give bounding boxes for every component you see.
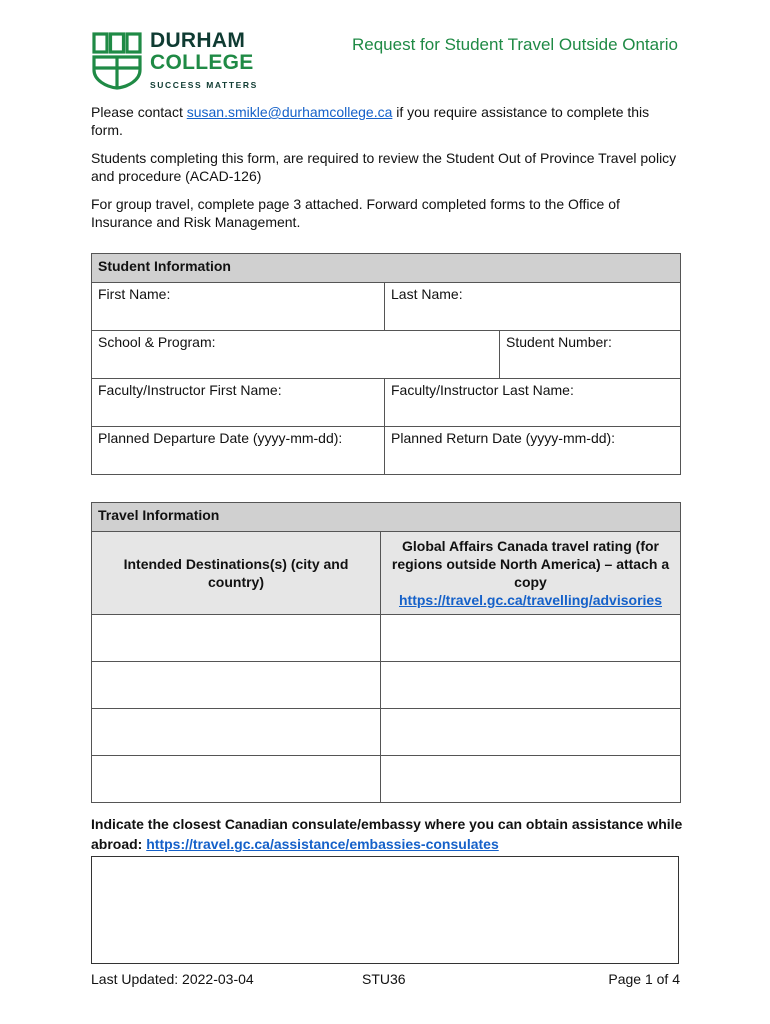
college-crest-icon bbox=[92, 32, 142, 90]
last-updated: Last Updated: 2022-03-04 bbox=[91, 971, 254, 987]
intro-group-travel: For group travel, complete page 3 attached. Forward completed forms to the Office of Insurance and Risk Management. bbox=[91, 196, 620, 230]
logo-wordmark bbox=[150, 30, 265, 90]
travel-info-heading: Travel Information bbox=[92, 503, 681, 532]
intro-contact-after: if you require assistance to complete this form. bbox=[91, 104, 650, 138]
travel-advisories-link[interactable]: https://travel.gc.ca/travelling/advisories bbox=[399, 592, 662, 608]
travel-information-table bbox=[91, 502, 681, 803]
departure-date-field[interactable]: Planned Departure Date (yyyy-mm-dd): bbox=[92, 427, 385, 475]
logo-line-durham: DURHAM bbox=[150, 29, 246, 52]
first-name-field[interactable]: First Name: bbox=[92, 283, 385, 331]
destination-cell[interactable] bbox=[92, 615, 381, 662]
consulate-input-box[interactable] bbox=[91, 856, 679, 964]
durham-college-logo bbox=[92, 30, 262, 94]
intro-text bbox=[91, 103, 681, 241]
consulate-instruction-text: Indicate the closest Canadian consulate/embassy where you can obtain assistance while abroad: bbox=[91, 816, 683, 852]
destination-cell[interactable] bbox=[92, 709, 381, 756]
student-information-table bbox=[91, 253, 681, 475]
faculty-last-name-field[interactable]: Faculty/Instructor Last Name: bbox=[385, 379, 681, 427]
intro-contact-before: Please contact bbox=[91, 104, 187, 120]
logo-tagline: SUCCESS MATTERS bbox=[150, 80, 258, 90]
student-number-field[interactable]: Student Number: bbox=[500, 331, 681, 379]
destination-cell[interactable] bbox=[92, 662, 381, 709]
intro-policy: Students completing this form, are required to review the Student Out of Province Travel policy and procedure (ACAD-126) bbox=[91, 150, 677, 184]
destination-cell[interactable] bbox=[92, 756, 381, 803]
travel-rating-cell[interactable] bbox=[381, 615, 681, 662]
embassies-consulates-link[interactable]: https://travel.gc.ca/assistance/embassies-consulates bbox=[146, 836, 499, 852]
destinations-column-header: Intended Destinations(s) (city and country) bbox=[92, 532, 381, 615]
student-info-heading: Student Information bbox=[92, 254, 681, 283]
travel-rating-cell[interactable] bbox=[381, 756, 681, 803]
last-name-field[interactable]: Last Name: bbox=[385, 283, 681, 331]
travel-rating-cell[interactable] bbox=[381, 709, 681, 756]
travel-rating-header-text: Global Affairs Canada travel rating (for regions outside North America) – attach a copy bbox=[391, 538, 670, 590]
contact-email-link[interactable]: susan.smikle@durhamcollege.ca bbox=[186, 104, 393, 120]
intro-contact bbox=[91, 103, 681, 139]
travel-rating-cell[interactable] bbox=[381, 662, 681, 709]
page-number: Page 1 of 4 bbox=[608, 971, 680, 987]
consulate-instruction bbox=[91, 814, 691, 854]
return-date-field[interactable]: Planned Return Date (yyyy-mm-dd): bbox=[385, 427, 681, 475]
logo-line-college: COLLEGE bbox=[150, 51, 254, 74]
page-footer bbox=[91, 971, 680, 991]
form-code: STU36 bbox=[362, 971, 406, 987]
school-program-field[interactable]: School & Program: bbox=[92, 331, 500, 379]
faculty-first-name-field[interactable]: Faculty/Instructor First Name: bbox=[92, 379, 385, 427]
document-title: Request for Student Travel Outside Ontario bbox=[351, 35, 678, 54]
travel-rating-column-header bbox=[381, 532, 681, 615]
